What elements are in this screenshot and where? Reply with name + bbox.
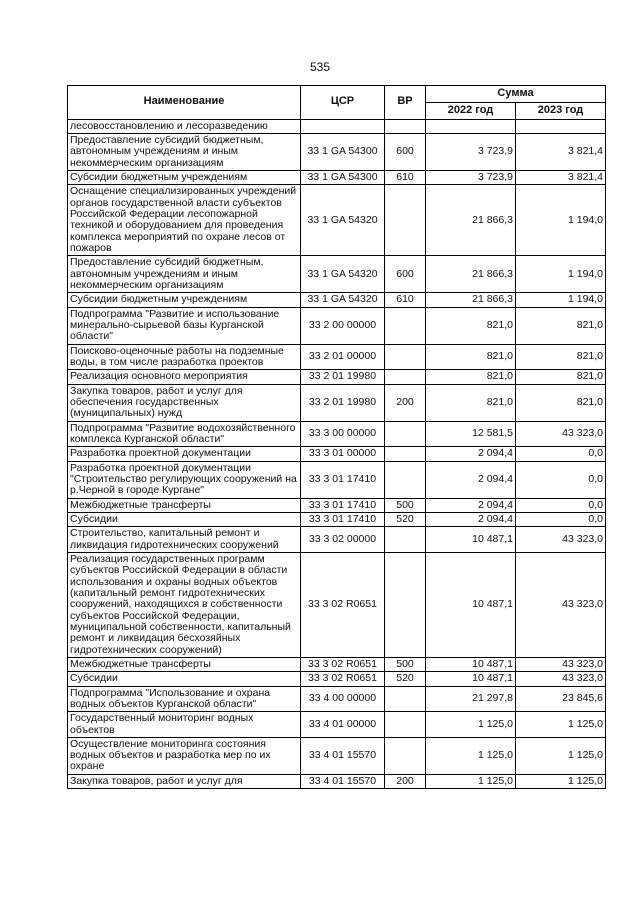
table-row	[68, 256, 606, 293]
row-amount-2023: 1 125,0	[516, 774, 606, 788]
row-vr	[385, 712, 426, 738]
row-amount-2023: 43 323,0	[516, 672, 606, 686]
row-name: Осуществление мониторинга состояния водных объектов и разработка мер по их охране	[68, 737, 301, 774]
row-amount-2022: 3 723,9	[426, 134, 516, 171]
row-name: Субсидии	[68, 672, 301, 686]
table-row	[68, 421, 606, 447]
table-row	[68, 657, 606, 671]
row-amount-2022: 2 094,4	[426, 447, 516, 461]
row-amount-2023: 1 194,0	[516, 256, 606, 293]
row-amount-2023: 821,0	[516, 384, 606, 421]
budget-table	[67, 85, 606, 789]
table-row	[68, 527, 606, 553]
row-amount-2023: 0,0	[516, 447, 606, 461]
row-vr: 610	[385, 293, 426, 307]
table-row	[68, 134, 606, 171]
row-vr	[385, 447, 426, 461]
table-row	[68, 774, 606, 788]
table-row	[68, 712, 606, 738]
row-vr: 500	[385, 657, 426, 671]
table-row	[68, 384, 606, 421]
row-csr: 33 3 01 00000	[301, 447, 385, 461]
table-row	[68, 447, 606, 461]
row-name: Разработка проектной документации	[68, 447, 301, 461]
row-amount-2022: 3 723,9	[426, 171, 516, 185]
row-amount-2022: 10 487,1	[426, 672, 516, 686]
row-name: Поисково-оценочные работы на подземные воды, в том числе разработка проектов	[68, 344, 301, 370]
table-row	[68, 672, 606, 686]
row-name: Реализация основного мероприятия	[68, 370, 301, 384]
row-name: Реализация государственных программ субъектов Российской Федерации в области использования и охраны водных объектов (капитальный ремонт гидротехнических сооружений, находящихся в собственности субъектов Российской Федерации, муниципальной собственности, капитальный ремонт и ликвидация бесхозяйных гидротехнических сооружений)	[68, 552, 301, 657]
row-amount-2022: 12 581,5	[426, 421, 516, 447]
row-name: Межбюджетные трансферты	[68, 657, 301, 671]
row-amount-2022: 821,0	[426, 307, 516, 344]
row-csr: 33 3 01 17410	[301, 498, 385, 512]
row-amount-2022: 21 866,3	[426, 293, 516, 307]
row-csr: 33 3 01 17410	[301, 512, 385, 526]
row-amount-2023: 821,0	[516, 307, 606, 344]
row-vr	[385, 461, 426, 498]
row-vr	[385, 686, 426, 712]
header-name: Наименование	[68, 86, 301, 120]
table-row	[68, 293, 606, 307]
table-row	[68, 512, 606, 526]
table-row	[68, 307, 606, 344]
row-name: лесовосстановлению и лесоразведению	[68, 119, 301, 133]
table-row	[68, 737, 606, 774]
row-csr: 33 4 00 00000	[301, 686, 385, 712]
row-name: Предоставление субсидий бюджетным, автономным учреждениям и иным некоммерческим организациям	[68, 134, 301, 171]
row-amount-2022: 2 094,4	[426, 512, 516, 526]
header-csr: ЦСР	[301, 86, 385, 120]
row-amount-2022: 821,0	[426, 344, 516, 370]
row-amount-2023: 0,0	[516, 461, 606, 498]
row-name: Подпрограмма "Развитие и использование минерально-сырьевой базы Курганской области"	[68, 307, 301, 344]
row-name: Оснащение специализированных учреждений органов государственной власти субъектов Российской Федерации лесопожарной техникой и оборудованием для проведения комплекса мероприятий по охране лесов от пожаров	[68, 185, 301, 256]
row-amount-2023	[516, 119, 606, 133]
row-amount-2023: 3 821,4	[516, 171, 606, 185]
table-row	[68, 498, 606, 512]
row-vr: 200	[385, 384, 426, 421]
row-name: Разработка проектной документации "Строительство регулирующих сооружений на р.Черной в городе Кургане"	[68, 461, 301, 498]
row-amount-2022: 1 125,0	[426, 712, 516, 738]
row-csr: 33 3 01 17410	[301, 461, 385, 498]
row-amount-2023: 23 845,6	[516, 686, 606, 712]
row-name: Субсидии	[68, 512, 301, 526]
table-row	[68, 185, 606, 256]
row-amount-2023: 43 323,0	[516, 421, 606, 447]
row-amount-2023: 0,0	[516, 498, 606, 512]
row-amount-2023: 43 323,0	[516, 657, 606, 671]
row-amount-2023: 1 194,0	[516, 293, 606, 307]
row-amount-2023: 1 194,0	[516, 185, 606, 256]
row-amount-2022	[426, 119, 516, 133]
row-vr: 600	[385, 134, 426, 171]
row-csr: 33 1 GA 54320	[301, 293, 385, 307]
page-number: 535	[309, 60, 331, 74]
row-amount-2022: 10 487,1	[426, 552, 516, 657]
table-header	[68, 86, 606, 120]
row-amount-2023: 0,0	[516, 512, 606, 526]
row-amount-2022: 21 866,3	[426, 185, 516, 256]
row-name: Закупка товаров, работ и услуг для обеспечения государственных (муниципальных) нужд	[68, 384, 301, 421]
row-vr	[385, 527, 426, 553]
row-csr: 33 2 00 00000	[301, 307, 385, 344]
row-vr	[385, 737, 426, 774]
table-row	[68, 171, 606, 185]
row-vr	[385, 552, 426, 657]
row-amount-2022: 10 487,1	[426, 527, 516, 553]
row-amount-2022: 821,0	[426, 384, 516, 421]
row-csr: 33 3 02 00000	[301, 527, 385, 553]
header-sum: Сумма	[426, 86, 606, 103]
row-vr: 600	[385, 256, 426, 293]
row-amount-2023: 1 125,0	[516, 737, 606, 774]
row-name: Предоставление субсидий бюджетным, автономным учреждениям и иным некоммерческим организациям	[68, 256, 301, 293]
row-amount-2022: 21 866,3	[426, 256, 516, 293]
row-amount-2022: 2 094,4	[426, 461, 516, 498]
row-vr: 520	[385, 512, 426, 526]
row-csr: 33 1 GA 54300	[301, 171, 385, 185]
row-csr: 33 1 GA 54300	[301, 134, 385, 171]
row-vr	[385, 307, 426, 344]
row-csr: 33 3 00 00000	[301, 421, 385, 447]
row-name: Строительство, капитальный ремонт и ликвидация гидротехнических сооружений	[68, 527, 301, 553]
row-vr	[385, 119, 426, 133]
table-row	[68, 344, 606, 370]
row-amount-2022: 21 297,8	[426, 686, 516, 712]
row-name: Подпрограмма "Использование и охрана водных объектов Курганской области"	[68, 686, 301, 712]
row-amount-2023: 1 125,0	[516, 712, 606, 738]
table-row	[68, 370, 606, 384]
row-amount-2022: 1 125,0	[426, 737, 516, 774]
row-csr: 33 3 02 R0651	[301, 552, 385, 657]
row-csr	[301, 119, 385, 133]
row-name: Субсидии бюджетным учреждениям	[68, 171, 301, 185]
row-vr	[385, 421, 426, 447]
header-vr: ВР	[385, 86, 426, 120]
row-amount-2023: 43 323,0	[516, 527, 606, 553]
header-year-2023: 2023 год	[516, 102, 606, 119]
row-csr: 33 2 01 19980	[301, 370, 385, 384]
table-body	[68, 119, 606, 788]
table-row	[68, 686, 606, 712]
row-vr: 200	[385, 774, 426, 788]
row-csr: 33 1 GA 54320	[301, 185, 385, 256]
table-row	[68, 119, 606, 133]
row-amount-2023: 3 821,4	[516, 134, 606, 171]
row-csr: 33 4 01 15570	[301, 737, 385, 774]
row-name: Закупка товаров, работ и услуг для	[68, 774, 301, 788]
row-csr: 33 4 01 00000	[301, 712, 385, 738]
row-csr: 33 3 02 R0651	[301, 672, 385, 686]
row-csr: 33 2 01 00000	[301, 344, 385, 370]
row-vr: 520	[385, 672, 426, 686]
row-vr	[385, 185, 426, 256]
row-amount-2023: 821,0	[516, 344, 606, 370]
row-amount-2022: 1 125,0	[426, 774, 516, 788]
row-vr	[385, 370, 426, 384]
row-vr	[385, 344, 426, 370]
row-csr: 33 3 02 R0651	[301, 657, 385, 671]
table-row	[68, 461, 606, 498]
row-vr: 610	[385, 171, 426, 185]
row-vr: 500	[385, 498, 426, 512]
table-row	[68, 552, 606, 657]
row-csr: 33 2 01 19980	[301, 384, 385, 421]
row-amount-2022: 821,0	[426, 370, 516, 384]
row-amount-2022: 2 094,4	[426, 498, 516, 512]
row-amount-2023: 43 323,0	[516, 552, 606, 657]
row-name: Межбюджетные трансферты	[68, 498, 301, 512]
row-csr: 33 4 01 15570	[301, 774, 385, 788]
row-amount-2023: 821,0	[516, 370, 606, 384]
row-name: Подпрограмма "Развитие водохозяйственного комплекса Курганской области"	[68, 421, 301, 447]
row-name: Государственный мониторинг водных объектов	[68, 712, 301, 738]
row-amount-2022: 10 487,1	[426, 657, 516, 671]
header-year-2022: 2022 год	[426, 102, 516, 119]
row-name: Субсидии бюджетным учреждениям	[68, 293, 301, 307]
row-csr: 33 1 GA 54320	[301, 256, 385, 293]
